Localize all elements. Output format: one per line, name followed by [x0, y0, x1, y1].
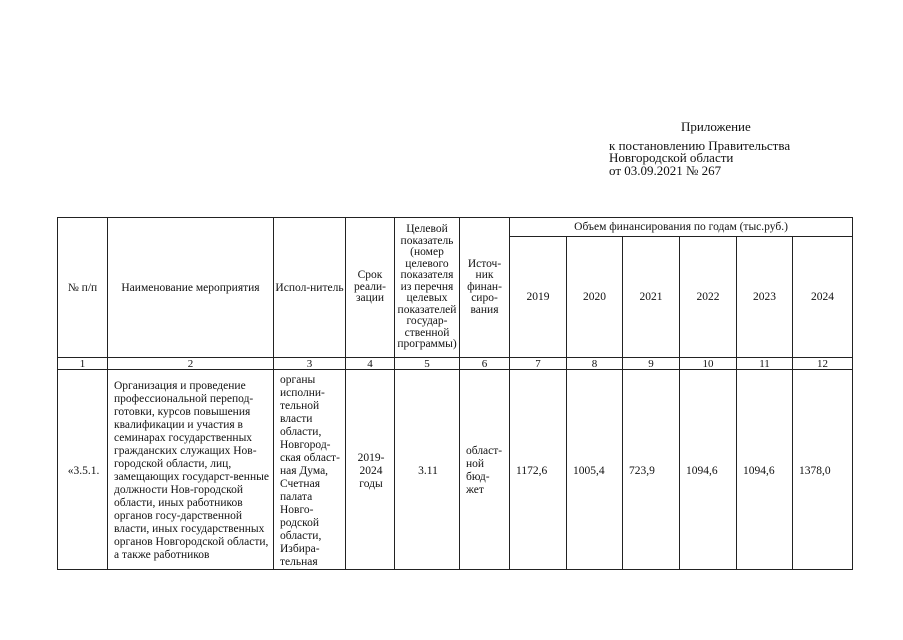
row-activity-name: Организация и проведение профессиональной перепод-готовки, курсов повышения квалификации и участия в семинарах государственных гражданских служащих Нов-городской области, лиц, замещающих государст-венные должности Нов-городской области, иных работников органов госу-дарственной власти, иных государственных органов Новгородской области, а также работников	[108, 370, 274, 570]
header-target: Целевой показатель (номер целевого показателя из перечня целевых показателей государ-ственной программы)	[395, 218, 460, 358]
appendix-line-3: от 03.09.2021 № 267	[609, 162, 722, 178]
column-number: 7	[510, 358, 567, 370]
table-row	[58, 370, 853, 570]
column-number: 4	[346, 358, 395, 370]
column-number: 6	[460, 358, 510, 370]
column-number-row	[58, 358, 853, 370]
column-number: 2	[108, 358, 274, 370]
header-name: Наименование мероприятия	[108, 218, 274, 358]
activities-table	[57, 217, 853, 570]
header-source: Источ-ник финан-сиро-вания	[460, 218, 510, 358]
column-number: 3	[274, 358, 346, 370]
appendix-line-1: к постановлению Правительства	[609, 137, 791, 153]
row-term: 2019-2024 годы	[346, 370, 395, 570]
header-year: 2021	[623, 237, 680, 358]
row-target: 3.11	[395, 370, 460, 570]
header-year: 2023	[737, 237, 793, 358]
column-number: 8	[567, 358, 623, 370]
row-value-2019: 1172,6	[510, 370, 567, 570]
row-num: «3.5.1.	[58, 370, 108, 570]
column-number: 1	[58, 358, 108, 370]
row-value-2021: 723,9	[623, 370, 680, 570]
column-number: 11	[737, 358, 793, 370]
appendix-title: Приложение	[681, 119, 751, 134]
appendix-line-2: Новгородской области	[609, 150, 734, 165]
header-executor: Испол-нитель	[274, 218, 346, 358]
column-number: 9	[623, 358, 680, 370]
header-year: 2019	[510, 237, 567, 358]
header-year: 2024	[793, 237, 853, 358]
header-row-1	[58, 218, 853, 237]
header-funding-group: Объем финансирования по годам (тыс.руб.)	[510, 218, 853, 237]
row-value-2020: 1005,4	[567, 370, 623, 570]
row-executor: органы исполни-тельной власти области, Новгород-ская област-ная Дума, Счетная палата Новго-родской области, Избира-тельная	[274, 370, 346, 570]
header-num: № п/п	[58, 218, 108, 358]
column-number: 10	[680, 358, 737, 370]
row-value-2024: 1378,0	[793, 370, 853, 570]
row-value-2023: 1094,6	[737, 370, 793, 570]
row-source: област-ной бюд-жет	[460, 370, 510, 570]
column-number: 12	[793, 358, 853, 370]
header-term: Срок реали-зации	[346, 218, 395, 358]
column-number: 5	[395, 358, 460, 370]
header-year: 2022	[680, 237, 737, 358]
row-value-2022: 1094,6	[680, 370, 737, 570]
appendix-block	[609, 121, 790, 177]
header-year: 2020	[567, 237, 623, 358]
